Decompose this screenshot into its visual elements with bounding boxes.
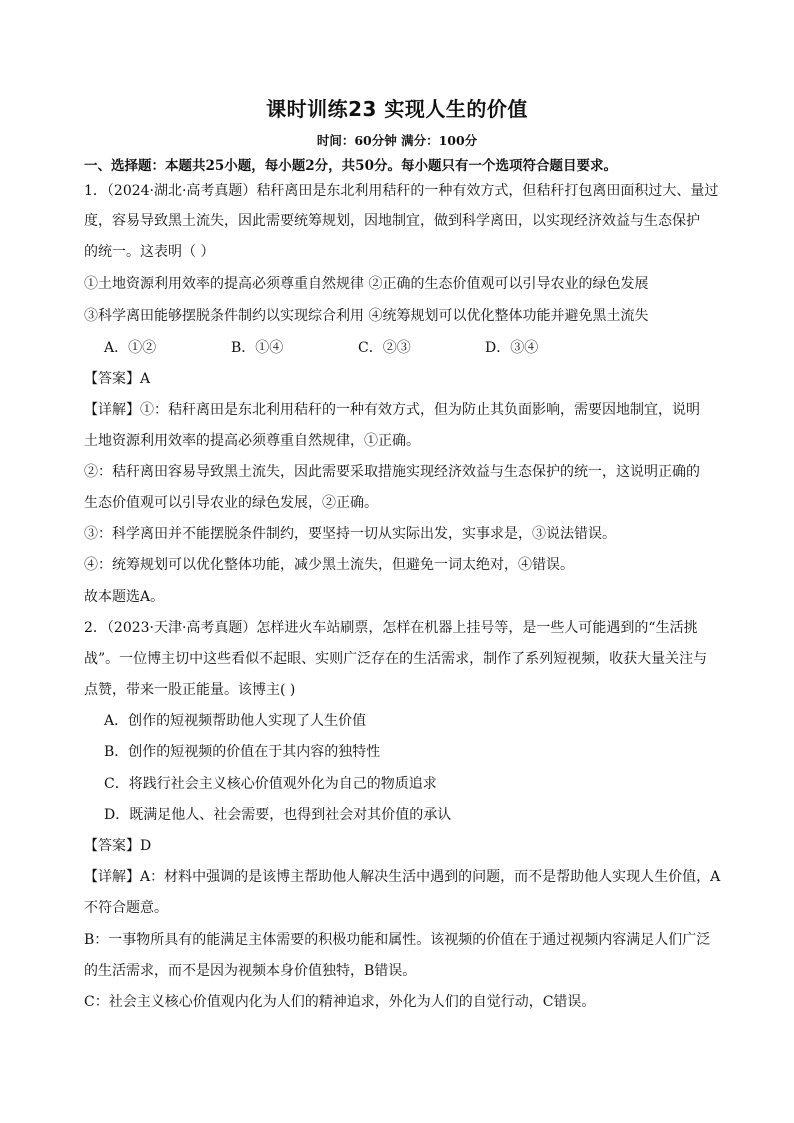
q1-statement-3-4: ③科学离田能够摆脱条件制约以实现综合利用 ④统筹规划可以优化整体功能并避免黑土流失 bbox=[84, 308, 649, 324]
q2-detail-line-4: 的生活需求，而不是因为视频本身价值独特，B错误。 bbox=[84, 963, 417, 979]
q2-option-c[interactable]: C．将践行社会主义核心价值观外化为自己的物质追求 bbox=[104, 776, 437, 792]
q1-detail-line-1: 【详解】①：秸秆离田是东北利用秸秆的一种有效方式，但为防止其负面影响，需要因地制宜，说明 bbox=[84, 402, 700, 418]
q2-option-b[interactable]: B．创作的短视频的价值在于其内容的独特性 bbox=[104, 744, 381, 760]
q1-detail-line-6: ④：统筹规划可以优化整体功能，减少黑土流失，但避免一词太绝对，④错误。 bbox=[84, 557, 574, 573]
q1-choice-d[interactable]: D．③④ bbox=[485, 340, 539, 356]
q2-detail-line-2: 不符合题意。 bbox=[84, 900, 168, 916]
q1-detail-line-7: 故本题选A。 bbox=[84, 589, 165, 605]
q1-stem-line-2: 度，容易导致黑土流失，因此需要统筹规划，因地制宜，做到科学离田，以实现经济效益与生态保护 bbox=[84, 213, 700, 229]
q2-option-a[interactable]: A．创作的短视频帮助他人实现了人生价值 bbox=[104, 713, 367, 729]
q1-choice-a[interactable]: A．①② bbox=[104, 340, 157, 356]
q2-option-d[interactable]: D．既满足他人、社会需要，也得到社会对其价值的承认 bbox=[104, 807, 452, 823]
q1-stem-line-1: 1．（2024·湖北·高考真题）秸秆离田是东北利用秸秆的一种有效方式，但秸秆打包离田面积过大、量过 bbox=[84, 183, 719, 199]
page-title: 课时训练23 实现人生的价值 bbox=[266, 97, 528, 121]
exam-meta: 时间：60分钟 满分：100分 bbox=[316, 133, 478, 148]
section-header: 一、选择题：本题共25小题，每小题2分，共50分。每小题只有一个选项符合题目要求。 bbox=[84, 158, 617, 174]
q1-stem-line-3: 的统一。这表明（ ） bbox=[84, 244, 215, 260]
q1-choices bbox=[104, 338, 754, 358]
q1-detail-line-3: ②：秸秆离田容易导致黑土流失，因此需要采取措施实现经济效益与生态保护的统一，这说明正确的 bbox=[84, 464, 700, 480]
q2-detail-line-5: C：社会主义核心价值观内化为人们的精神追求，外化为人们的自觉行动，C错误。 bbox=[84, 994, 596, 1010]
q1-choice-b[interactable]: B．①④ bbox=[231, 340, 284, 356]
q2-stem-line-1: 2．（2023·天津·高考真题）怎样进火车站刷票，怎样在机器上挂号等，是一些人可能遇到的“生活挑 bbox=[84, 620, 698, 636]
q1-choice-c[interactable]: C．②③ bbox=[358, 340, 411, 356]
q2-answer: 【答案】D bbox=[84, 838, 152, 854]
q2-detail-line-1: 【详解】A：材料中强调的是该博主帮助他人解决生活中遇到的问题，而不是帮助他人实现人生价值，A bbox=[84, 869, 721, 885]
q1-statement-1-2: ①土地资源利用效率的提高必须尊重自然规律 ②正确的生态价值观可以引导农业的绿色发展 bbox=[84, 276, 649, 292]
q1-detail-line-4: 生态价值观可以引导农业的绿色发展，②正确。 bbox=[84, 495, 378, 511]
q1-answer: 【答案】A bbox=[84, 371, 151, 387]
q1-detail-line-5: ③：科学离田并不能摆脱条件制约，要坚持一切从实际出发，实事求是，③说法错误。 bbox=[84, 526, 616, 542]
q2-detail-line-3: B：一事物所具有的能满足主体需要的积极功能和属性。该视频的价值在于通过视频内容满足人们广泛 bbox=[84, 932, 711, 948]
q2-stem-line-3: 点赞，带来一股正能量。该博主( ) bbox=[84, 682, 296, 698]
q2-stem-line-2: 战”。一位博主切中这些看似不起眼、实则广泛存在的生活需求，制作了系列短视频，收获大量关注与 bbox=[84, 651, 708, 667]
q1-detail-line-2: 土地资源利用效率的提高必须尊重自然规律，①正确。 bbox=[84, 433, 420, 449]
